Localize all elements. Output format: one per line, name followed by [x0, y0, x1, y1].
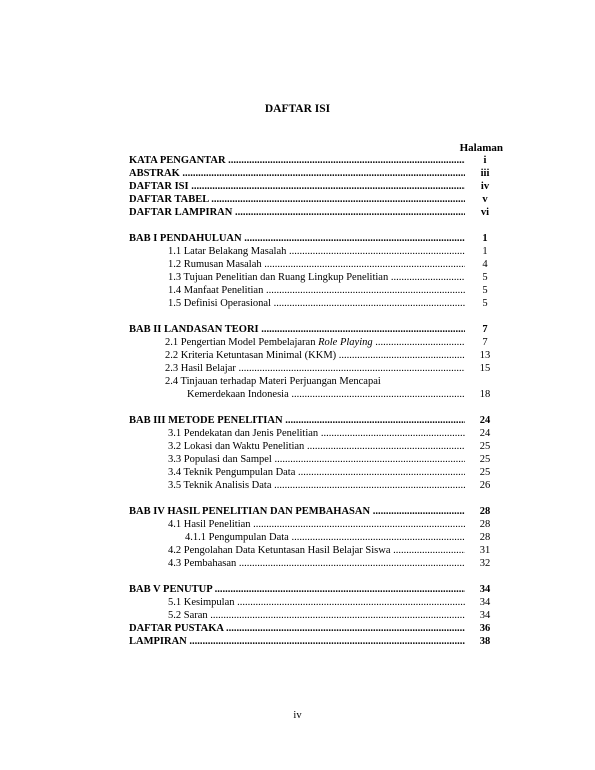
toc-entry-row [0, 480, 595, 493]
toc-heading-row [0, 168, 595, 181]
toc-entry-page: 28 [479, 532, 491, 543]
toc-entry-row [0, 545, 595, 558]
toc-entry-label: 2.1 Pengertian Model Pembelajaran Role Playing ..... [165, 337, 465, 348]
toc-entry-label: 2.4 Tinjauan terhadap Materi Perjuangan Mencapai [165, 376, 381, 387]
page-title: DAFTAR ISI [264, 103, 331, 115]
toc-entry-label: ABSTRAK ..... [129, 168, 465, 179]
toc-entry-page: 5 [482, 272, 488, 283]
toc-heading-row [0, 636, 595, 649]
toc-entry-page: 26 [479, 480, 491, 491]
toc-entry-row [0, 350, 595, 363]
toc-entry-label: 3.1 Pendekatan dan Jenis Penelitian ..... [168, 428, 465, 439]
toc-heading-row [0, 623, 595, 636]
toc-entry-row [0, 610, 595, 623]
toc-entry-label: 1.3 Tujuan Penelitian dan Ruang Lingkup Penelitian ..... [168, 272, 465, 283]
toc-entry-label: 1.4 Manfaat Penelitian ..... [168, 285, 465, 296]
toc-entry-label: 5.2 Saran ..... [168, 610, 465, 621]
toc-entry-label: 2.2 Kriteria Ketuntasan Minimal (KKM) ..... [165, 350, 465, 361]
toc-entry-page: 25 [479, 454, 491, 465]
toc-entry-page: 15 [479, 363, 491, 374]
toc-entry-page: vi [480, 207, 490, 218]
toc-entry-row [0, 454, 595, 467]
toc-entry-page: 7 [482, 337, 488, 348]
toc-heading-row [0, 233, 595, 246]
toc-entry-row [0, 246, 595, 259]
toc-entry-page: i [483, 155, 487, 166]
page-number: iv [293, 710, 302, 721]
toc-entry-label: BAB III METODE PENELITIAN ..... [129, 415, 465, 426]
toc-heading-row [0, 207, 595, 220]
toc-entry-label: BAB II LANDASAN TEORI ..... [129, 324, 465, 335]
toc-entry-label: 3.5 Teknik Analisis Data ..... [168, 480, 465, 491]
toc-entry-label: DAFTAR LAMPIRAN ..... [129, 207, 465, 218]
toc-entry-page: 24 [479, 415, 491, 426]
toc-entry-row [0, 285, 595, 298]
toc-entry-row [0, 376, 595, 389]
toc-entry-row [0, 467, 595, 480]
toc-heading-row [0, 324, 595, 337]
toc-entry-row [0, 259, 595, 272]
toc-entry-label: 4.2 Pengolahan Data Ketuntasan Hasil Belajar Siswa ..... [168, 545, 465, 556]
toc-entry-row [0, 532, 595, 545]
toc-entry-row [0, 389, 595, 402]
toc-entry-label: 3.4 Teknik Pengumpulan Data ..... [168, 467, 465, 478]
toc-entry-label: DAFTAR TABEL ..... [129, 194, 465, 205]
toc-entry-page: 28 [479, 506, 491, 517]
toc-entry-label: LAMPIRAN ..... [129, 636, 465, 647]
toc-entry-row [0, 597, 595, 610]
toc-entry-label: KATA PENGANTAR ..... [129, 155, 465, 166]
toc-entry-label: 4.3 Pembahasan ..... [168, 558, 465, 569]
toc-entry-page: 31 [479, 545, 491, 556]
toc-entry-label: BAB IV HASIL PENELITIAN DAN PEMBAHASAN ..... [129, 506, 465, 517]
toc-entry-page: 36 [479, 623, 491, 634]
toc-entry-page: v [482, 194, 488, 205]
toc-entry-label: DAFTAR PUSTAKA ..... [129, 623, 465, 634]
toc-entry-label-italic: Role Playing [318, 337, 373, 348]
toc-heading-row [0, 181, 595, 194]
toc-entry-page: 18 [479, 389, 491, 400]
toc-entry-label: 3.3 Populasi dan Sampel ..... [168, 454, 465, 465]
toc-entry-page: 7 [482, 324, 488, 335]
toc-entry-row [0, 441, 595, 454]
toc-entry-label: 1.5 Definisi Operasional ..... [168, 298, 465, 309]
toc-entry-label: 1.1 Latar Belakang Masalah ..... [168, 246, 465, 257]
toc-entry-label: 4.1 Hasil Penelitian ..... [168, 519, 465, 530]
toc-entry-page: 25 [479, 467, 491, 478]
toc-entry-page: 34 [479, 597, 491, 608]
toc-entry-page: 5 [482, 298, 488, 309]
toc-entry-label: DAFTAR ISI ..... [129, 181, 465, 192]
toc-heading-row [0, 584, 595, 597]
toc-entry-page: 32 [479, 558, 491, 569]
page-column-header: Halaman [459, 142, 503, 154]
toc-entry-label: 3.2 Lokasi dan Waktu Penelitian ..... [168, 441, 465, 452]
toc-entry-label: 2.3 Hasil Belajar ..... [165, 363, 465, 374]
toc-entry-label: 1.2 Rumusan Masalah ..... [168, 259, 465, 270]
toc-entry-label: BAB I PENDAHULUAN ..... [129, 233, 465, 244]
toc-heading-row [0, 194, 595, 207]
toc-entry-page: 1 [482, 246, 488, 257]
toc-entry-row [0, 337, 595, 350]
toc-entry-row [0, 363, 595, 376]
toc-entry-page: 25 [479, 441, 491, 452]
toc-entry-page: 34 [479, 584, 491, 595]
toc-entry-row [0, 428, 595, 441]
toc-entry-page: 38 [479, 636, 491, 647]
toc-entry-page: 5 [482, 285, 488, 296]
toc-entry-row [0, 519, 595, 532]
toc-entry-page: 24 [479, 428, 491, 439]
toc-entry-row [0, 558, 595, 571]
toc-entry-page: 34 [479, 610, 491, 621]
toc-entry-page: 4 [482, 259, 488, 270]
toc-entry-label: BAB V PENUTUP ..... [129, 584, 465, 595]
toc-entry-row [0, 298, 595, 311]
toc-heading-row [0, 155, 595, 168]
toc-entry-page: iv [480, 181, 490, 192]
toc-entry-page: iii [480, 168, 490, 179]
toc-entry-label: 5.1 Kesimpulan ..... [168, 597, 465, 608]
toc-entry-label: Kemerdekaan Indonesia ..... [187, 389, 465, 400]
toc-heading-row [0, 506, 595, 519]
toc-entry-page: 13 [479, 350, 491, 361]
toc-entry-label: 4.1.1 Pengumpulan Data ..... [185, 532, 465, 543]
toc-heading-row [0, 415, 595, 428]
toc-entry-row [0, 272, 595, 285]
toc-entry-page: 1 [482, 233, 488, 244]
toc-entry-page: 28 [479, 519, 491, 530]
